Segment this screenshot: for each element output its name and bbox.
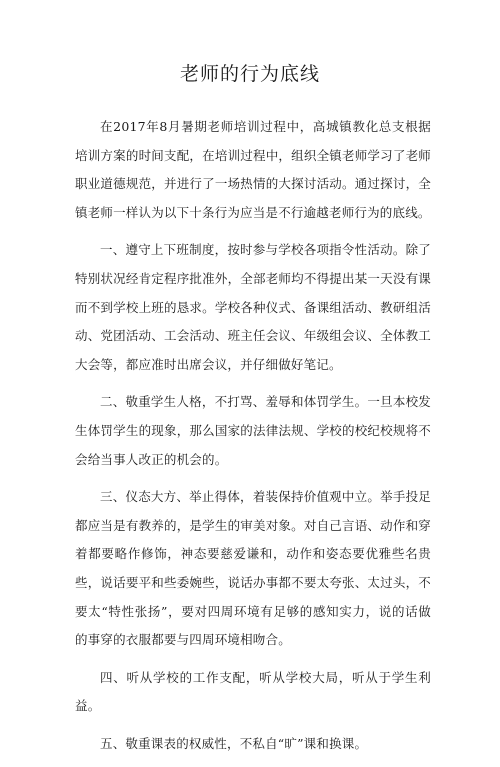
document-body [75, 113, 431, 767]
paragraph-rule-3: 三、仪态大方、举止得体，着装保持价值观中立。举手投足都应当是有教养的，是学生的审美对象。对自己言语、动作和穿着都要略作修饰，神态要慈爱谦和，动作和姿态要优雅些名贵些，说话要平和些委婉些，说话办事都不要太夸张、太过头，不要太“特性张扬”，要对四周环境有足够的感知实力，说的话做的事穿的衣服都要与四周环境相吻合。 [75, 489, 431, 648]
paragraph-rule-4: 四、听从学校的工作支配，听从学校大局，听从于学生利益。 [75, 669, 431, 714]
paragraph-intro: 在2017年8月暑期老师培训过程中，高城镇教化总支根据培训方案的时间支配，在培训过程中，组织全镇老师学习了老师职业道德规范，并进行了一场热情的大探讨活动。通过探讨，全镇老师一样认为以下十条行为应当是不行逾越老师行为的底线。 [75, 119, 431, 220]
document-title: 老师的行为底线 [179, 63, 320, 85]
paragraph-rule-5: 五、敬重课表的权威性，不私自“旷”课和换课。 [100, 735, 368, 751]
paragraph-rule-2: 二、敬重学生人格，不打骂、羞辱和体罚学生。一旦本校发生体罚学生的现象，那么国家的法律法规、学校的校纪校规将不会给当事人改正的机会的。 [75, 394, 431, 467]
paragraph-rule-1: 一、遵守上下班制度，按时参与学校各项指令性活动。除了特别状况经肯定程序批准外，全部老师均不得提出某一天没有课而不到学校上班的恳求。学校各种仪式、备课组活动、教研组活动、党团活动、工会活动、班主任会议、年级组会议、全体教工大会等，都应准时出席会议，并仔细做好笔记。 [75, 242, 431, 372]
